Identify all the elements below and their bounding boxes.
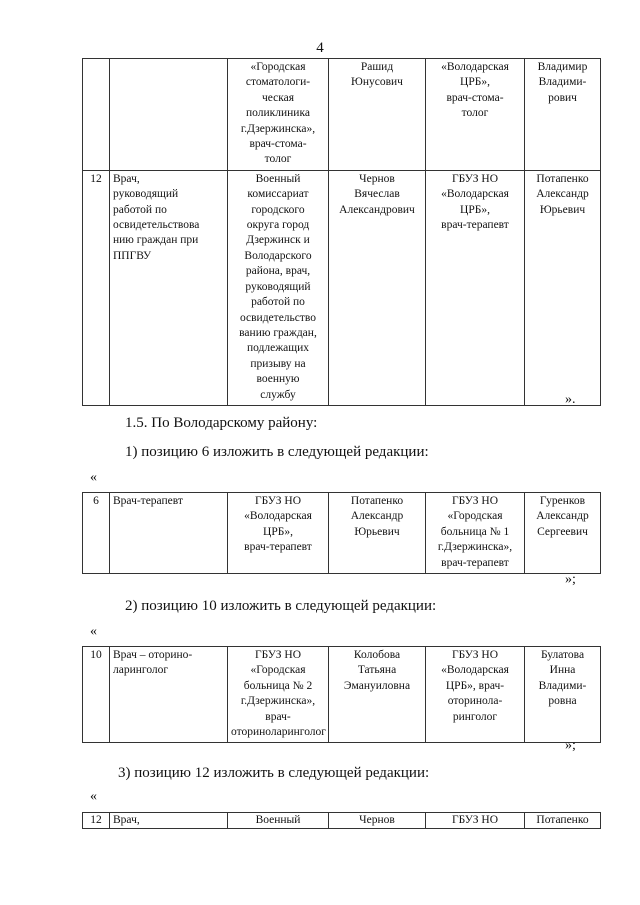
closing-quote: »;: [565, 572, 576, 587]
person2-cell: Потапенко Александр Юрьевич: [525, 170, 601, 405]
person-cell: Чернов Вячеслав Александрович: [329, 170, 426, 405]
section-heading: 1.5. По Володарскому району:: [125, 415, 318, 431]
person-cell: Потапенко Александр Юрьевич: [329, 493, 426, 574]
org2-cell: «Володарская ЦРБ», врач-стома- толог: [426, 59, 525, 171]
org-cell: Военный: [228, 813, 329, 829]
item-2-text: 2) позицию 10 изложить в следующей редакции:: [125, 598, 437, 614]
item-1-text: 1) позицию 6 изложить в следующей редакции:: [125, 444, 429, 460]
person2-cell: Булатова Инна Владими- ровна: [525, 647, 601, 743]
row-number: 12: [83, 170, 110, 405]
org-cell: ГБУЗ НО «Володарская ЦРБ», врач-терапевт: [228, 493, 329, 574]
table-row: [83, 170, 601, 405]
org-cell: «Городская стоматологи- ческая поликлиника г.Дзержинска», врач-стома- толог: [228, 59, 329, 171]
row-number: 6: [83, 493, 110, 574]
table-position-6: [82, 492, 601, 574]
table-row: [83, 647, 601, 743]
opening-quote: «: [90, 624, 97, 639]
person-cell: Рашид Юнусович: [329, 59, 426, 171]
item-3-text: 3) позицию 12 изложить в следующей редакции:: [118, 765, 430, 781]
position-cell: [110, 59, 228, 171]
table-position-12: [82, 812, 601, 829]
person2-cell: Потапенко: [525, 813, 601, 829]
position-cell: Врач,: [110, 813, 228, 829]
row-number: 12: [83, 813, 110, 829]
org2-cell: ГБУЗ НО: [426, 813, 525, 829]
page-number: 4: [316, 40, 324, 56]
row-number: [83, 59, 110, 171]
person2-cell: Гуренков Александр Сергеевич: [525, 493, 601, 574]
table-position-10: [82, 646, 601, 743]
org2-cell: ГБУЗ НО «Володарская ЦРБ», врач- оторинола- ринголог: [426, 647, 525, 743]
opening-quote: «: [90, 470, 97, 485]
org-cell: ГБУЗ НО «Городская больница № 2 г.Дзержинска», врач-оториноларинголог: [228, 647, 329, 743]
org-cell: Военный комиссариат городского округа город Дзержинск и Володарского района, врач, руководящий работой по освидетельство ванию граждан, подлежащих призыву на военную службу: [228, 170, 329, 405]
org2-cell: ГБУЗ НО «Володарская ЦРБ», врач-терапевт: [426, 170, 525, 405]
closing-quote: ».: [565, 392, 576, 407]
position-cell: Врач-терапевт: [110, 493, 228, 574]
table-row: [83, 813, 601, 829]
row-number: 10: [83, 647, 110, 743]
person2-cell: Владимир Владими- рович: [525, 59, 601, 171]
person-cell: Колобова Татьяна Эмануиловна: [329, 647, 426, 743]
table-continuation: [82, 58, 601, 406]
opening-quote: «: [90, 789, 97, 804]
org2-cell: ГБУЗ НО «Городская больница № 1 г.Дзержинска», врач-терапевт: [426, 493, 525, 574]
position-cell: Врач, руководящий работой по освидетельствова нию граждан при ППГВУ: [110, 170, 228, 405]
person-cell: Чернов: [329, 813, 426, 829]
table-row: [83, 493, 601, 574]
closing-quote: »;: [565, 738, 576, 753]
table-row: [83, 59, 601, 171]
position-cell: Врач – оторино- ларинголог: [110, 647, 228, 743]
